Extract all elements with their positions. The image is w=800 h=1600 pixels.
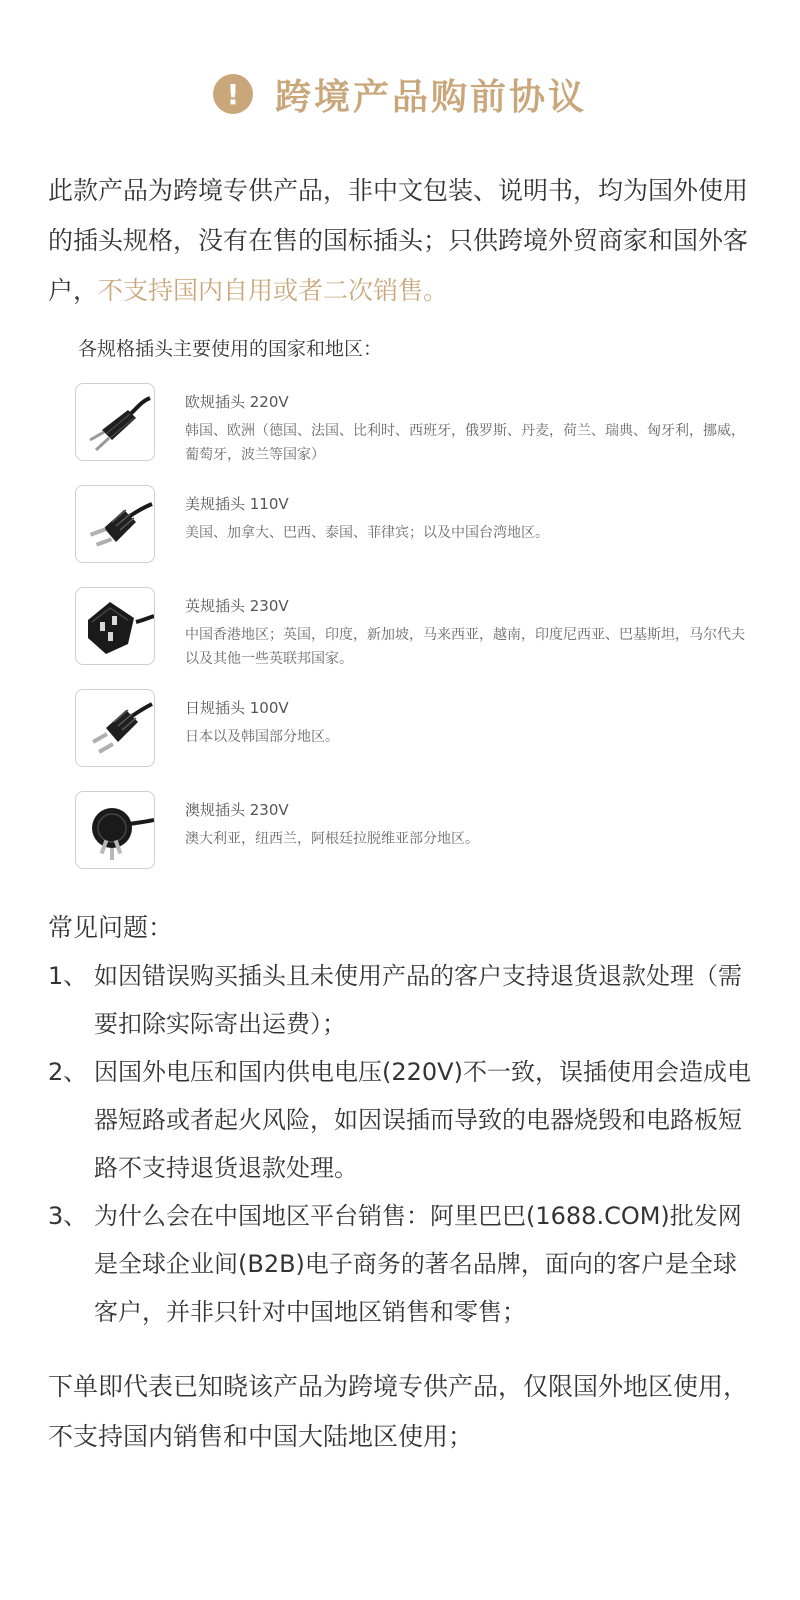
jp-plug-icon xyxy=(76,690,154,766)
plug-description: 韩国、欧洲（德国、法国、比利时、西班牙，俄罗斯、丹麦，荷兰、瑞典、匈牙利，挪威，葡萄牙，波兰等国家） xyxy=(185,423,745,463)
faq-number: 1、 xyxy=(48,962,88,990)
us-plug-icon xyxy=(76,486,154,562)
uk-plug-icon xyxy=(76,588,154,664)
plug-description: 日本以及韩国部分地区。 xyxy=(185,729,339,745)
closing-statement: 下单即代表已知晓该产品为跨境专供产品，仅限国外地区使用，不支持国内销售和中国大陆地区使用； xyxy=(48,1372,749,1451)
warning-icon: ! xyxy=(213,74,253,114)
faq-item xyxy=(48,1192,760,1336)
faq-heading: 常见问题： xyxy=(48,913,174,942)
faq-text: 为什么会在中国地区平台销售：阿里巴巴(1688.COM)批发网是全球企业间(B2B)电子商务的著名品牌，面向的客户是全球客户，并非只针对中国地区销售和零售； xyxy=(94,1202,742,1326)
faq-text: 如因错误购买插头且未使用产品的客户支持退货退款处理（需要扣除实际寄出运费）； xyxy=(94,962,742,1038)
faq-number: 2、 xyxy=(48,1058,88,1086)
plug-name: 日规插头 100V xyxy=(185,699,289,717)
faq-item xyxy=(48,952,760,1048)
plug-name: 欧规插头 220V xyxy=(185,393,289,411)
au-plug-icon xyxy=(76,792,154,868)
faq-item xyxy=(48,1048,760,1192)
plug-image-frame xyxy=(75,791,155,869)
plug-image-frame xyxy=(75,689,155,767)
page-header xyxy=(0,64,800,124)
faq-text: 因国外电压和国内供电电压(220V)不一致，误插使用会造成电器短路或者起火风险，如因误插而导致的电器烧毁和电路板短路不支持退货退款处理。 xyxy=(94,1058,751,1182)
faq-list xyxy=(48,952,760,1336)
intro-text: 此款产品为跨境专供产品，非中文包装、说明书，均为国外使用的插头规格，没有在售的国标插头；只供跨境外贸商家和国外客户， xyxy=(48,176,749,305)
intro-highlight: 不支持国内自用或者二次销售。 xyxy=(98,276,449,305)
plug-name: 英规插头 230V xyxy=(185,597,289,615)
plug-description: 中国香港地区；英国，印度，新加坡，马来西亚，越南，印度尼西亚、巴基斯坦，马尔代夫以及其他一些英联邦国家。 xyxy=(185,627,745,667)
region-heading: 各规格插头主要使用的国家和地区： xyxy=(78,338,383,360)
plug-name: 澳规插头 230V xyxy=(185,801,289,819)
page-title: 跨境产品购前协议 xyxy=(274,76,587,118)
faq-number: 3、 xyxy=(48,1202,88,1230)
plug-image-frame xyxy=(75,383,155,461)
plug-name: 美规插头 110V xyxy=(185,495,289,513)
plug-image-frame xyxy=(75,587,155,665)
eu-plug-icon xyxy=(76,384,154,460)
plug-image-frame xyxy=(75,485,155,563)
intro-paragraph xyxy=(48,166,758,316)
plug-description: 美国、加拿大、巴西、泰国、菲律宾；以及中国台湾地区。 xyxy=(185,525,549,541)
plug-description: 澳大利亚，纽西兰，阿根廷拉脱维亚部分地区。 xyxy=(185,831,479,847)
